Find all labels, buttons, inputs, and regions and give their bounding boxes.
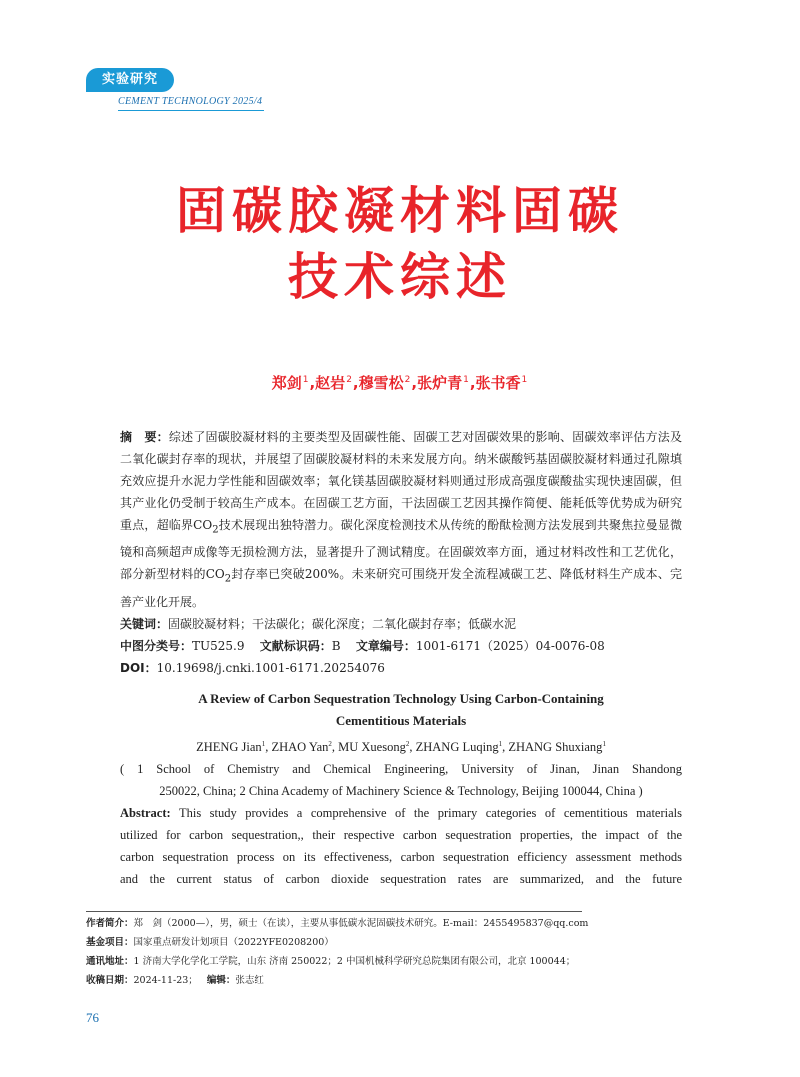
article-number-label: 文章编号： xyxy=(355,638,416,653)
author-separator: , xyxy=(411,374,418,392)
doi-label: DOI： xyxy=(120,660,157,675)
en-author-affiliation: 2 xyxy=(405,740,410,748)
footnote-label: 基金项目： xyxy=(86,937,134,948)
journal-name: CEMENT TECHNOLOGY 2025/4 xyxy=(118,96,263,107)
classification-line xyxy=(120,635,682,657)
abstract-cn xyxy=(120,426,682,613)
author-affiliation: 2 xyxy=(404,375,411,385)
title-line-2: 技术综述 xyxy=(288,248,512,306)
author-name: 张炉青 xyxy=(417,374,463,392)
english-abstract-line-3: carbon sequestration process on its effectiveness, carbon sequestration efficiency assessment methods xyxy=(120,850,682,865)
footnotes xyxy=(86,914,686,990)
author-name: 张书香 xyxy=(475,374,521,392)
en-author-affiliation: 2 xyxy=(328,740,332,748)
abstract-cn-text: 综述了固碳胶凝材料的主要类型及固碳性能、固碳工艺对固碳效果的影响、固碳效率评估方法及二氧化碳封存率的现状，并展望了固碳胶凝材料的未来发展方向。纳米碳酸钙基固碳胶凝材料通过孔隙填充效应提升水泥力学性能和固碳效率；氧化镁基固碳胶凝材料则通过形成高强度碳酸盐实现快速固碳，但其产业化仍受制于较高生产成本。在固碳工艺方面，干法固碳工艺因其操作简便、能耗低等优势成为研究重点，超临界CO xyxy=(120,430,682,532)
en-author-name: ZHENG Jian xyxy=(196,740,262,755)
doi-value: 10.19698/j.cnki.1001-6171.20254076 xyxy=(156,660,385,675)
en-author-name: ZHANG Luqing xyxy=(415,740,499,755)
english-abstract-block xyxy=(120,733,682,890)
english-abstract-text: This study provides a comprehensive of the primary categories of cementitious materials xyxy=(178,806,683,821)
abstract-cn-label: 摘 要： xyxy=(120,430,169,444)
en-author-name: ZHANG Shuxiang xyxy=(508,740,603,755)
footnote-text: 张志红 xyxy=(235,975,264,986)
footnote-text: 国家重点研发计划项目（2022YFE0208200） xyxy=(133,937,334,948)
footnote-label: 作者简介： xyxy=(86,918,134,929)
keywords-text: 固碳胶凝材料；干法碳化；碳化深度；二氧化碳封存率；低碳水泥 xyxy=(168,616,517,631)
english-affiliation-line-2: 250022, China; 2 China Academy of Machinery Science & Technology, Beijing 100044, China ) xyxy=(159,784,643,799)
page-number: 76 xyxy=(86,1010,99,1025)
footnote-fund xyxy=(86,933,686,952)
author-name: 赵岩 xyxy=(315,374,346,392)
doc-code-label: 文献标识码： xyxy=(259,638,332,653)
footnote-label: 通讯地址： xyxy=(86,956,134,967)
english-abstract-label: Abstract: xyxy=(120,806,171,821)
article-number-value: 1001-6171（2025）04-0076-08 xyxy=(415,638,605,653)
author-affiliation: 2 xyxy=(346,375,352,385)
english-title-line-2: Cementitious Materials xyxy=(335,713,467,728)
english-affiliation-line-1: ( 1 School of Chemistry and Chemical Engineering, University of Jinan, Jinan Shandong xyxy=(120,762,682,777)
clc-value: TU525.9 xyxy=(192,638,245,653)
english-title-line-1: A Review of Carbon Sequestration Technology Using Carbon-Containing xyxy=(198,691,604,706)
footnote-text: 郑 剑（2000—），男，硕士（在读），主要从事低碳水泥固碳技术研究。E-mail：2455495837@qq.com xyxy=(133,918,589,929)
english-abstract-line-4: and the current status of carbon dioxide sequestration rates are summarized, and the future xyxy=(120,872,682,887)
footnote-address xyxy=(86,952,686,971)
english-abstract-line-1 xyxy=(120,802,682,824)
en-author-affiliation: 1 xyxy=(261,740,266,748)
footnote-label: 收稿日期： xyxy=(86,975,134,986)
en-author-affiliation: 1 xyxy=(602,740,606,748)
footnote-author xyxy=(86,914,686,933)
author-affiliation: 1 xyxy=(463,375,469,385)
keywords xyxy=(120,613,682,635)
doc-code-value: B xyxy=(331,638,341,653)
english-author-list: ZHENG Jian$^1$, ZHAO Yan$^2$, MU Xuesong$^2$, ZHANG Luqing$^1$, ZHANG Shuxiang$^1$ xyxy=(196,740,606,755)
en-author-name: ZHAO Yan xyxy=(271,740,329,755)
author-name: 穆雪松 xyxy=(358,374,404,392)
author-list xyxy=(0,372,800,393)
english-title xyxy=(120,688,682,732)
footnote-dates xyxy=(86,971,686,990)
header-rule xyxy=(118,110,264,111)
author-affiliation: 1 xyxy=(302,375,309,385)
keywords-label: 关键词： xyxy=(120,616,169,631)
en-author-affiliation: 1 xyxy=(498,740,503,748)
footnote-label: 编辑： xyxy=(206,975,236,986)
article-title xyxy=(0,178,800,310)
english-abstract-line-2: utilized for carbon sequestration,, their respective carbon sequestration properties, the impact of the xyxy=(120,828,682,843)
chinese-abstract-block xyxy=(120,426,682,679)
subscript: 2 xyxy=(212,524,219,536)
subscript: 2 xyxy=(224,573,232,585)
doi-line xyxy=(120,657,682,679)
author-separator: , xyxy=(309,374,316,392)
footnote-text: 1 济南大学化学化工学院，山东 济南 250022；2 中国机械科学研究总院集团有限公司，北京 100044； xyxy=(133,956,576,967)
en-author-name: MU Xuesong xyxy=(338,740,406,755)
author-affiliation: 1 xyxy=(521,375,528,385)
footnote-rule xyxy=(86,911,582,912)
abstract-cn-text: 封存率已突破200%。未来研究可围绕开发全流程减碳工艺、降低材料生产成本、完善产业化开展。 xyxy=(120,567,682,609)
abstract-cn-text: 技术展现出独特潜力。碳化深度检测技术从传统的酚酞检测方法发展到共聚焦拉曼显微镜和高频超声成像等无损检测方法，显著提升了测试精度。在固碳效率方面，通过材料改性和工艺优化，部分新型材料的CO xyxy=(120,518,682,582)
author-separator: , xyxy=(352,374,359,392)
clc-label: 中图分类号： xyxy=(120,638,193,653)
footnote-text: 2024-11-23； xyxy=(133,975,198,986)
title-line-1: 固碳胶凝材料固碳 xyxy=(176,182,624,240)
author-separator: , xyxy=(469,374,476,392)
author-name: 郑剑 xyxy=(271,374,302,392)
section-badge: 实验研究 xyxy=(86,68,174,92)
